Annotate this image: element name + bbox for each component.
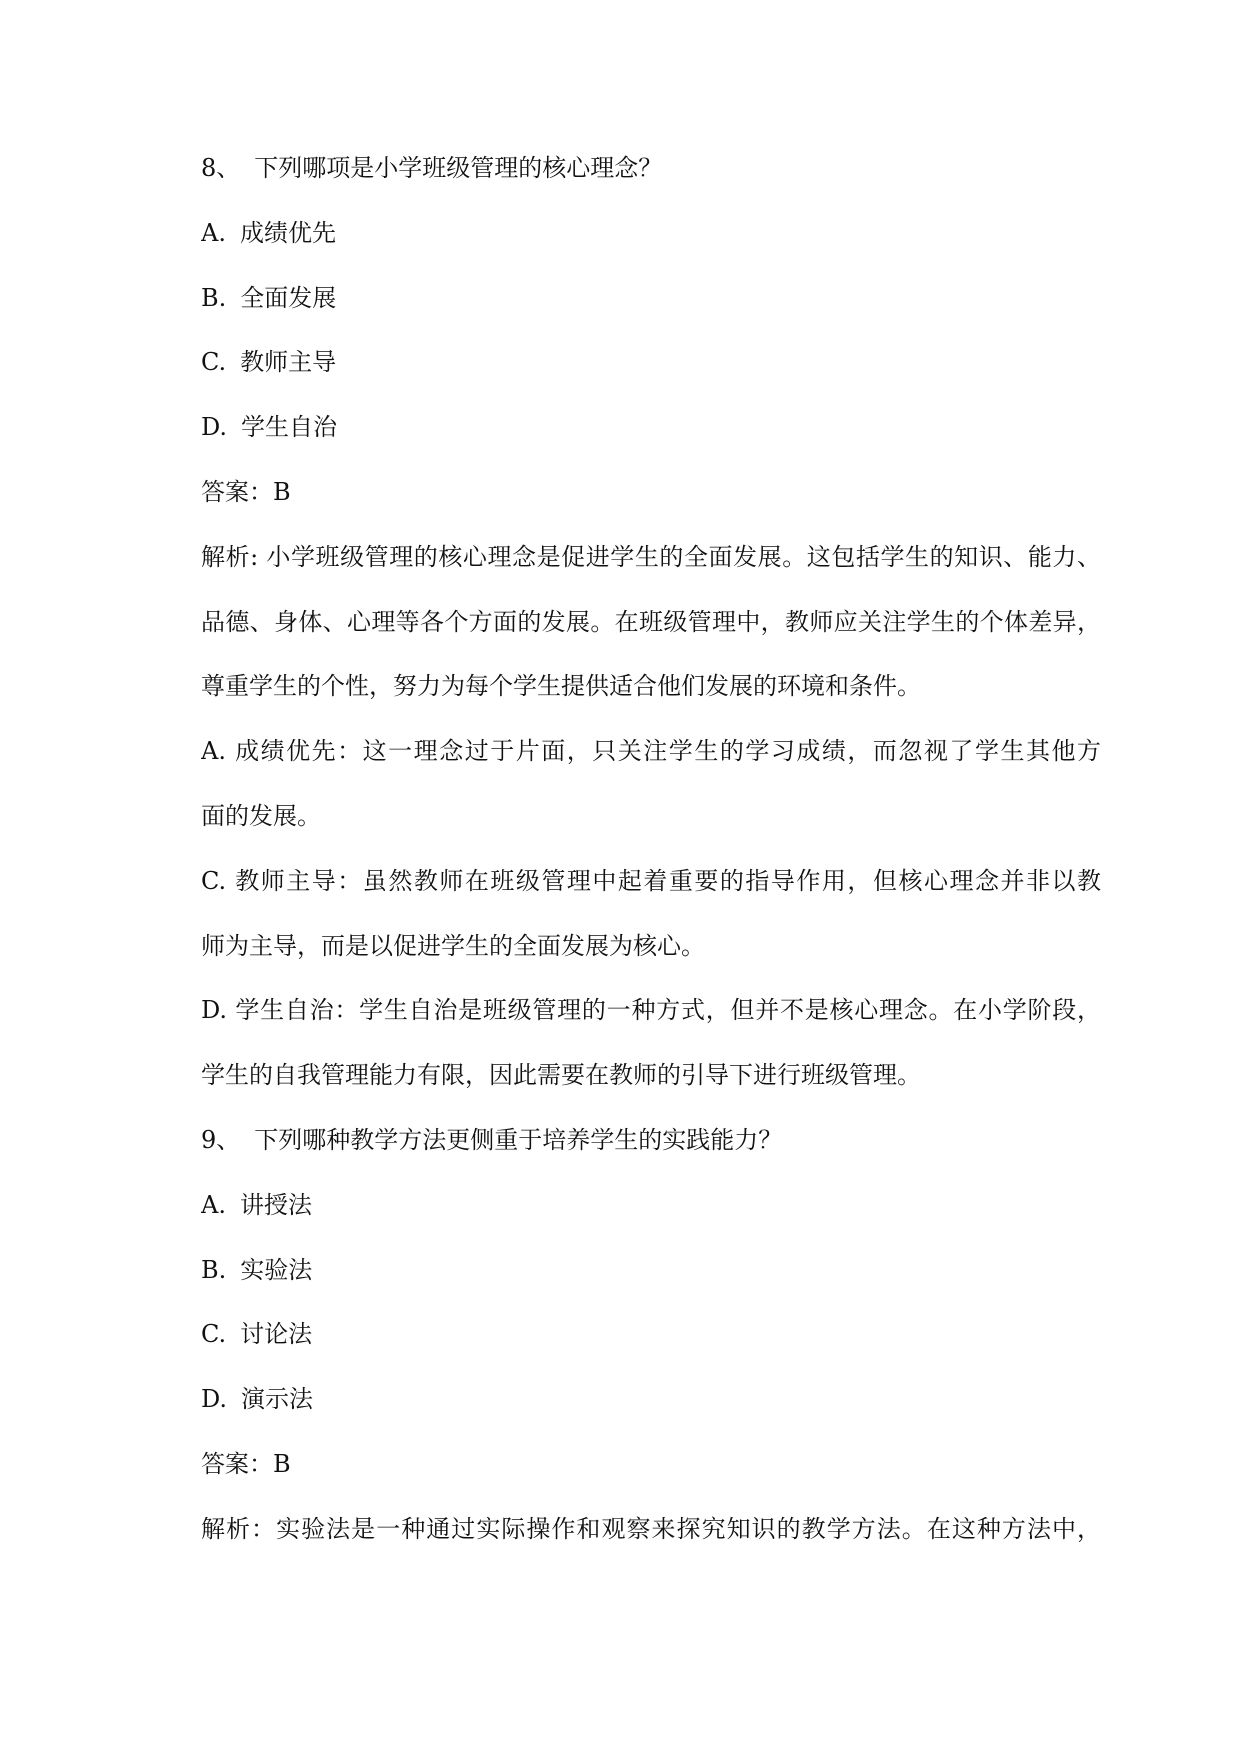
answer-value: B (273, 477, 291, 506)
question-text: 下列哪种教学方法更侧重于培养学生的实践能力？ (254, 1125, 783, 1154)
option-text: 教师主导 (240, 348, 337, 377)
analysis-line: 品德、身体、心理等各个方面的发展。在班级管理中，教师应关注学生的个体差异， (201, 607, 1101, 636)
analysis-line: A. 成绩优先：这一理念过于片面，只关注学生的学习成绩，而忽视了学生其他方 (201, 737, 1101, 766)
option-a (201, 201, 1101, 266)
answer-label: 答案： (201, 1449, 273, 1478)
option-text: 成绩优先 (239, 218, 336, 247)
option-text: 实验法 (240, 1255, 313, 1284)
option-letter: A. (201, 1190, 226, 1219)
option-letter: C. (201, 348, 227, 377)
option-b (201, 1238, 1101, 1303)
question-stem (201, 136, 1101, 201)
option-d (201, 395, 1101, 460)
option-text: 全面发展 (240, 283, 337, 312)
option-b (201, 266, 1101, 331)
analysis-line: C. 教师主导：虽然教师在班级管理中起着重要的指导作用，但核心理念并非以教 (201, 866, 1101, 895)
answer-line (201, 1432, 1101, 1497)
option-d (201, 1367, 1101, 1432)
analysis-line: 解析: 小学班级管理的核心理念是促进学生的全面发展。这包括学生的知识、能力、 (201, 542, 1101, 571)
option-text: 讲授法 (239, 1190, 312, 1219)
question-stem (201, 1108, 1101, 1173)
option-c (201, 330, 1101, 395)
option-letter: C. (201, 1320, 227, 1349)
question-text: 下列哪项是小学班级管理的核心理念？ (254, 154, 663, 182)
option-letter: D. (201, 413, 228, 442)
document-content (201, 136, 1101, 1562)
option-c (201, 1302, 1101, 1367)
answer-value: B (273, 1449, 291, 1478)
analysis-line: D. 学生自治：学生自治是班级管理的一种方式，但并不是核心理念。在小学阶段， (201, 996, 1101, 1025)
question-number: 9、 (201, 1125, 241, 1154)
analysis-line: 解析：实验法是一种通过实际操作和观察来探究知识的教学方法。在这种方法中， (201, 1514, 1101, 1543)
option-letter: A. (201, 218, 226, 247)
answer-line (201, 460, 1101, 525)
option-text: 讨论法 (240, 1320, 313, 1349)
option-letter: B. (201, 283, 227, 312)
analysis-line: 面的发展。 (201, 801, 321, 830)
analysis-line: 师为主导，而是以促进学生的全面发展为核心。 (201, 931, 705, 960)
option-text: 学生自治 (241, 413, 338, 442)
analysis-line: 尊重学生的个性，努力为每个学生提供适合他们发展的环境和条件。 (201, 672, 921, 701)
question-number: 8、 (201, 154, 241, 182)
option-text: 演示法 (241, 1385, 314, 1414)
option-letter: D. (201, 1385, 228, 1414)
option-letter: B. (201, 1255, 227, 1284)
analysis-line: 学生的自我管理能力有限，因此需要在教师的引导下进行班级管理。 (201, 1061, 921, 1090)
answer-label: 答案： (201, 477, 273, 506)
option-a (201, 1173, 1101, 1238)
